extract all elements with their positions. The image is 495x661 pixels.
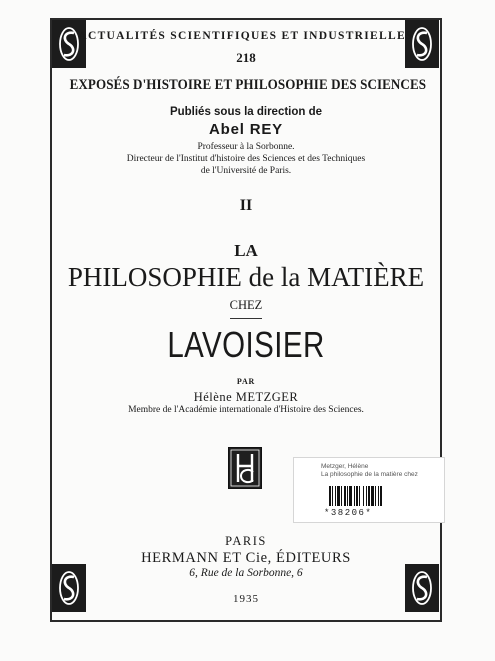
by-label: PAR [236,377,256,386]
barcode-bar [332,486,333,506]
barcode-bar [380,486,382,506]
barcode-bar [341,486,342,506]
barcode-number: *38206* [324,508,373,518]
author-affiliation: Membre de l'Académie internationale d'Histoire des Sciences. [128,405,364,415]
director-affiliation: de l'Université de Paris. [200,166,292,176]
director-affiliation: Professeur à la Sorbonne. [197,142,295,152]
library-label [293,457,445,523]
series-number: 218 [236,50,256,65]
barcode [329,486,395,506]
collection-title: EXPOSÉS D'HISTOIRE ET PHILOSOPHIE DES SCIENCES [69,77,427,93]
barcode-bar [354,486,355,506]
hc-monogram-icon [229,448,261,488]
book-title-main: LAVOISIER [167,324,325,365]
director-affiliation: Directeur de l'Institut d'histoire des Sciences et des Techniques [126,154,366,164]
label-author: Metzger, Hélène [321,463,369,470]
barcode-bar [329,486,331,506]
barcode-bar [359,486,360,506]
book-title-line: PHILOSOPHIE de la MATIÈRE [67,262,425,292]
book-title-line: CHEZ [229,298,263,312]
publication-city: PARIS [225,534,267,548]
published-under: Publiés sous la direction de [169,106,323,118]
barcode-bar [375,486,376,506]
publication-year: 1935 [233,593,259,605]
barcode-bar [349,486,352,506]
volume-number: II [239,197,253,214]
barcode-bar [368,486,370,506]
barcode-bar [366,486,367,506]
book-title-line: LA [234,241,258,260]
barcode-bar [356,486,358,506]
author-name: Hélène METZGER [193,390,299,404]
publisher-name: HERMANN ET Cie, ÉDITEURS [141,550,351,566]
label-title: La philosophie de la matière chez [321,471,418,478]
barcode-bar [337,486,340,506]
barcode-bar [378,486,379,506]
divider [230,318,262,319]
barcode-bar [335,486,336,506]
series-director: Abel REY [209,121,283,138]
barcode-bar [347,486,348,506]
publisher-address: 6, Rue de la Sorbonne, 6 [189,567,303,579]
publisher-logo [228,447,262,489]
barcode-bar [363,486,364,506]
barcode-bar [344,486,346,506]
barcode-bar [371,486,374,506]
series-title: ACTUALITÉS SCIENTIFIQUES ET INDUSTRIELLES [78,30,414,42]
